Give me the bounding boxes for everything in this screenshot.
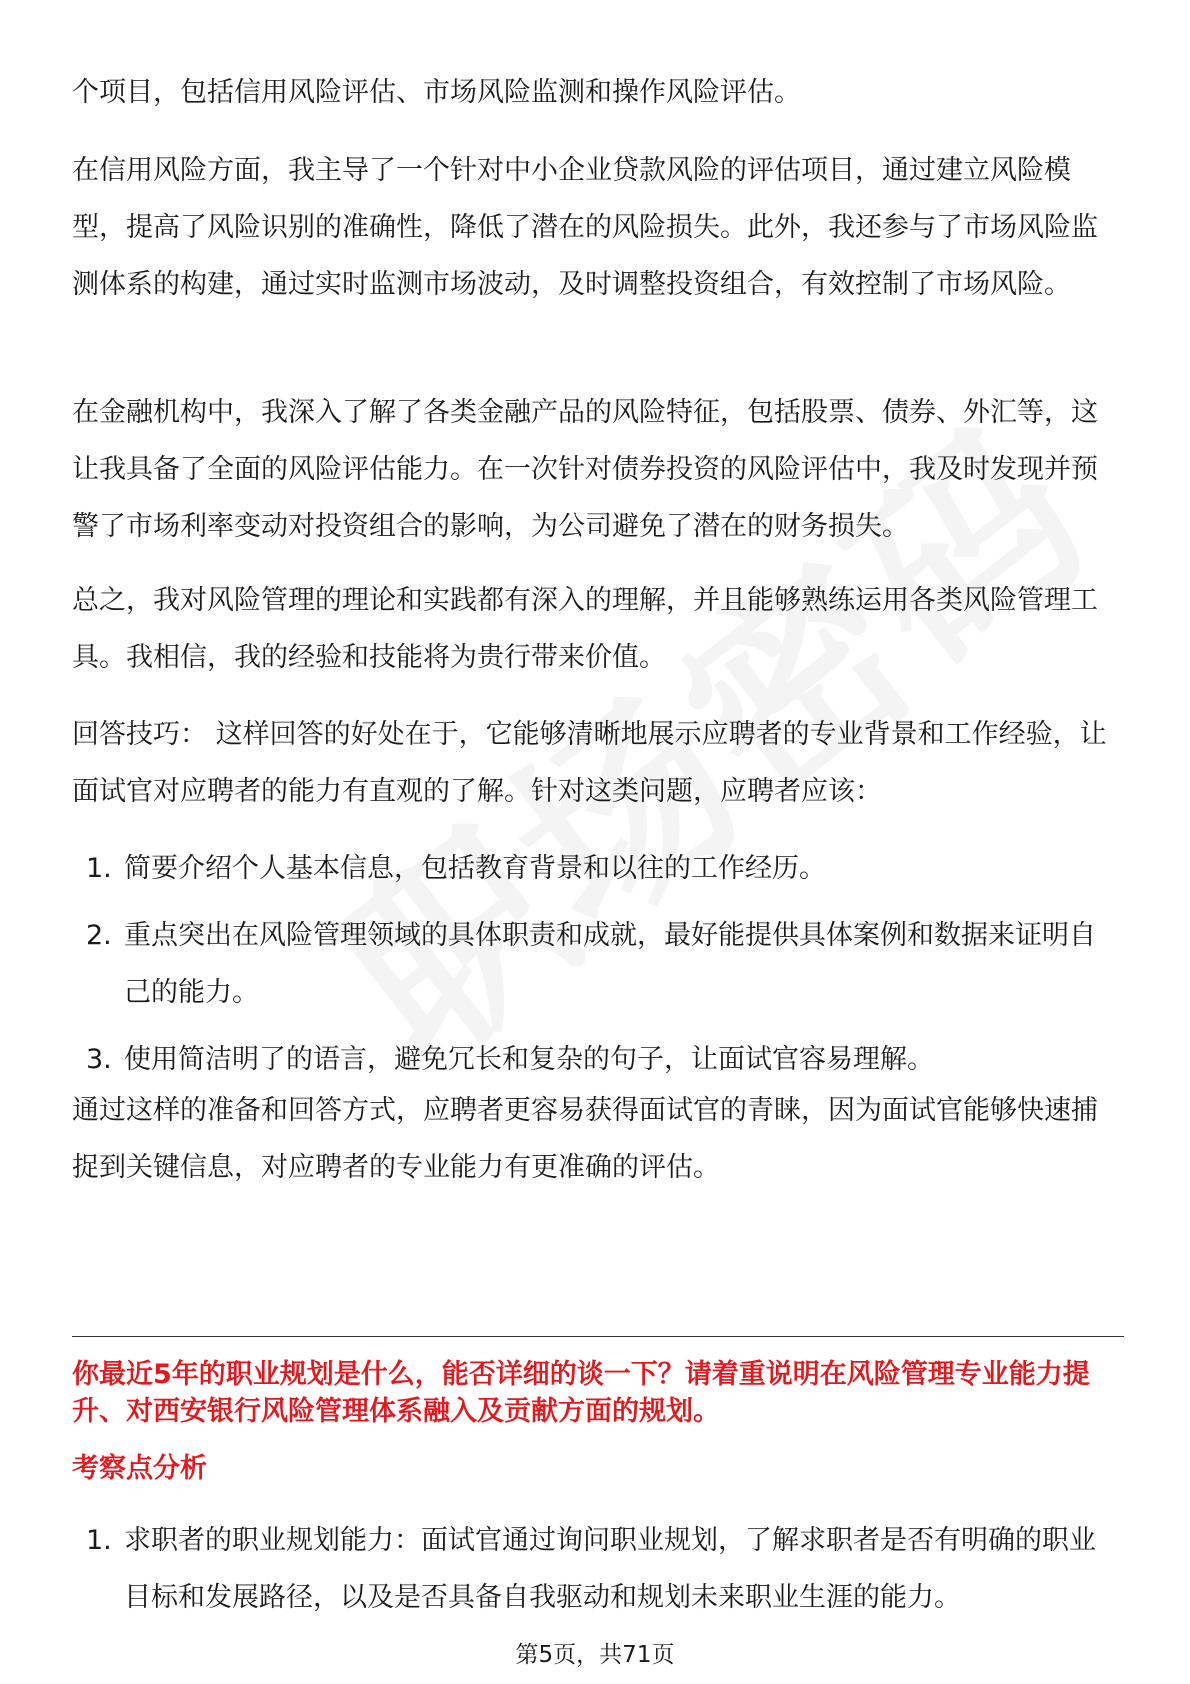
list-number: 2. — [86, 920, 112, 951]
list-item-text: 简要介绍个人基本信息，包括教育背景和以往的工作经历。 — [124, 853, 826, 884]
analysis-heading: 考察点分析 — [72, 1453, 207, 1484]
paragraph-answer-tips: 回答技巧： 这样回答的好处在于，它能够清晰地展示应聘者的专业背景和工作经验，让面试官对应聘者的能力有直观的了解。针对这类问题，应聘者应该： — [72, 719, 1107, 807]
list-item-text: 使用简洁明了的语言，避免冗长和复杂的句子，让面试官容易理解。 — [124, 1044, 934, 1075]
paragraph-summary: 总之，我对风险管理的理论和实践都有深入的理解，并且能够熟练运用各类风险管理工具。我相信，我的经验和技能将为贵行带来价值。 — [72, 585, 1098, 673]
tips-list — [72, 840, 1122, 1088]
paragraph-continuation: 个项目，包括信用风险评估、市场风险监测和操作风险评估。 — [72, 77, 801, 108]
analysis-list — [72, 1512, 1122, 1626]
paragraph-financial-institution: 在金融机构中，我深入了解了各类金融产品的风险特征，包括股票、债券、外汇等，这让我具备了全面的风险评估能力。在一次针对债券投资的风险评估中，我及时发现并预警了市场利率变动对投资组合的影响，为公司避免了潜在的财务损失。 — [72, 397, 1098, 542]
list-item — [72, 840, 1122, 897]
page-footer: 第5页，共71页 — [515, 1642, 675, 1668]
list-item — [72, 907, 1122, 1021]
list-number: 3. — [86, 1044, 112, 1075]
list-item — [72, 1031, 1122, 1088]
paragraph-closing: 通过这样的准备和回答方式，应聘者更容易获得面试官的青睐，因为面试官能够快速捕捉到关键信息，对应聘者的专业能力有更准确的评估。 — [72, 1095, 1098, 1183]
list-number: 1. — [86, 1525, 112, 1556]
list-item-text: 重点突出在风险管理领域的具体职责和成就，最好能提供具体案例和数据来证明自己的能力。 — [124, 920, 1096, 1008]
list-number: 1. — [86, 853, 112, 884]
interview-question: 你最近5年的职业规划是什么，能否详细的谈一下？请着重说明在风险管理专业能力提升、对西安银行风险管理体系融入及贡献方面的规划。 — [72, 1359, 1090, 1427]
paragraph-credit-risk: 在信用风险方面，我主导了一个针对中小企业贷款风险的评估项目，通过建立风险模型，提高了风险识别的准确性，降低了潜在的风险损失。此外，我还参与了市场风险监测体系的构建，通过实时监测市场波动，及时调整投资组合，有效控制了市场风险。 — [72, 155, 1098, 300]
section-divider — [72, 1336, 1124, 1337]
list-item-text: 求职者的职业规划能力：面试官通过询问职业规划，了解求职者是否有明确的职业目标和发展路径，以及是否具备自我驱动和规划未来职业生涯的能力。 — [124, 1525, 1096, 1613]
list-item — [72, 1512, 1122, 1626]
